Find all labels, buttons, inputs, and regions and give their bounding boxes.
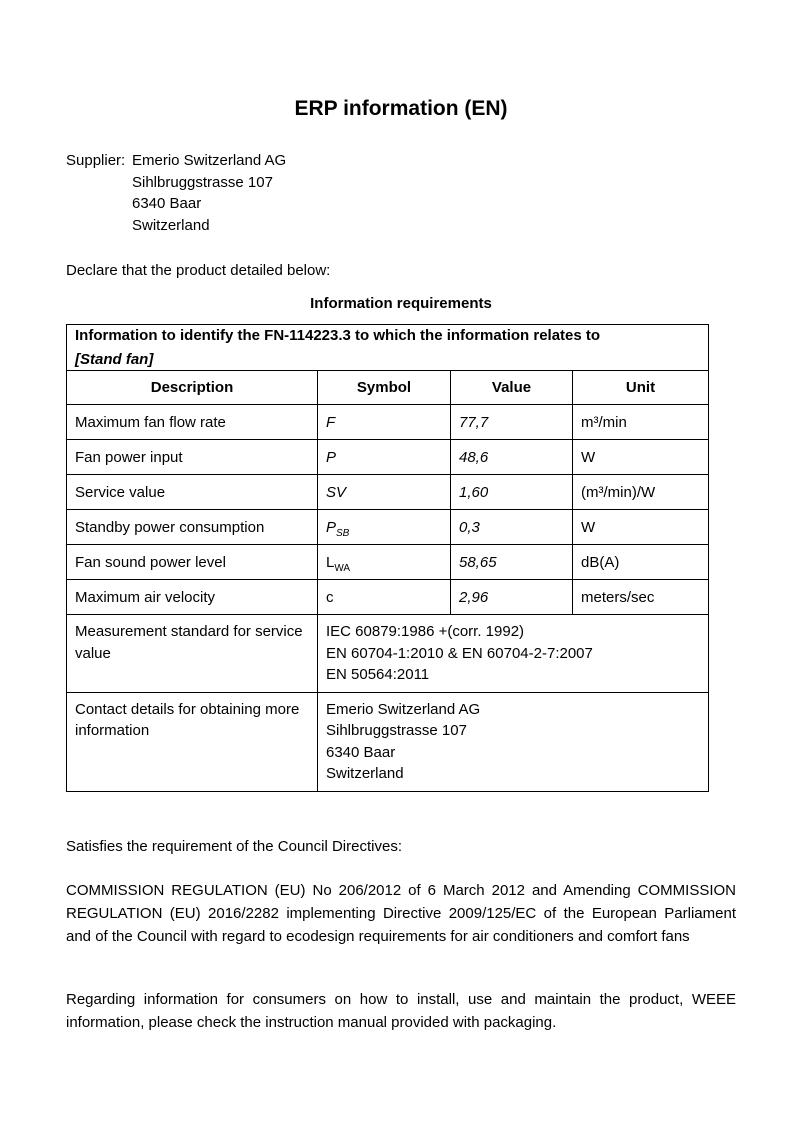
supplier-address [132, 150, 286, 236]
cell-unit: meters/sec [573, 580, 709, 615]
cell-description: Maximum fan flow rate [67, 405, 318, 440]
table-caption: Information requirements [310, 295, 492, 312]
cell-contact-details [318, 692, 709, 791]
standard-line: EN 50564:2011 [326, 666, 430, 683]
cell-description [67, 615, 318, 693]
table-header-title: Information to identify the FN-114223.3 to which the information relates to [75, 327, 601, 344]
page-title: ERP information (EN) [294, 97, 508, 120]
symbol-main: L [326, 553, 335, 571]
table-header-row [67, 325, 709, 371]
cell-description: Standby power consumption [67, 510, 318, 545]
cell-unit: W [573, 440, 709, 475]
supplier-address-line: Switzerland [132, 216, 210, 234]
table-row [67, 510, 709, 545]
cell-description: Maximum air velocity [67, 580, 318, 615]
table-row [67, 475, 709, 510]
satisfies-text: Satisfies the requirement of the Council Directives: [66, 837, 402, 855]
table-header-cell [67, 325, 709, 371]
table-row [67, 545, 709, 580]
standard-line: EN 60704-1:2010 & EN 60704-2-7:2007 [326, 644, 593, 662]
table-row-measurement-standard [67, 615, 709, 693]
regulation-paragraph: COMMISSION REGULATION (EU) No 206/2012 of 6 March 2012 and Amending COMMISSION REGULATION (EU) 2016/2282 implementing Directive 2009/125/EC of the European Parliament and of the Council with regard to ecodesign requirements for air conditioners and comfort fans [66, 881, 736, 945]
info-table [66, 324, 709, 792]
column-header-value: Value [451, 371, 573, 405]
symbol-main: SV [326, 483, 347, 501]
cell-value: 48,6 [451, 440, 573, 475]
cell-symbol [318, 440, 451, 475]
consumer-info-paragraph: Regarding information for consumers on how to install, use and maintain the product, WEEE information, please check the instruction manual provided with packaging. [66, 990, 736, 1031]
cell-description: Fan sound power level [67, 545, 318, 580]
supplier-address-line: 6340 Baar [132, 195, 202, 212]
contact-line: Sihlbruggstrasse 107 [326, 722, 467, 739]
supplier-address-line: Sihlbruggstrasse 107 [132, 173, 273, 191]
contact-line: 6340 Baar [326, 743, 396, 761]
column-header-row [67, 371, 709, 405]
column-header-symbol: Symbol [318, 371, 451, 405]
symbol-main: P [326, 518, 337, 536]
supplier-block [66, 150, 736, 236]
contact-details-label: Contact details for obtaining more information [75, 700, 300, 739]
symbol-subscript: WA [334, 562, 351, 574]
symbol-subscript: SB [336, 527, 350, 539]
column-header-description: Description [67, 371, 318, 405]
cell-value: 1,60 [451, 475, 573, 510]
contact-line: Emerio Switzerland AG [326, 700, 481, 718]
cell-value: 58,65 [451, 545, 573, 580]
symbol-main: F [326, 413, 336, 431]
cell-value: 77,7 [451, 405, 573, 440]
cell-unit: dB(A) [573, 545, 709, 580]
cell-symbol [318, 475, 451, 510]
cell-description: Service value [67, 475, 318, 510]
measurement-standard-label: Measurement standard for service value [75, 623, 303, 662]
table-row-contact-details [67, 692, 709, 791]
cell-unit: (m³/min)/W [573, 475, 709, 510]
column-header-unit: Unit [573, 371, 709, 405]
contact-line: Switzerland [326, 765, 404, 782]
symbol-main: c [326, 588, 334, 606]
cell-description [67, 692, 318, 791]
cell-unit: m³/min [573, 405, 709, 440]
table-row [67, 440, 709, 475]
table-row [67, 405, 709, 440]
supplier-label: Supplier: [66, 152, 126, 169]
cell-symbol [318, 545, 451, 580]
cell-value: 0,3 [451, 510, 573, 545]
cell-symbol [318, 580, 451, 615]
supplier-address-line: Emerio Switzerland AG [132, 152, 287, 169]
standard-line: IEC 60879:1986 +(corr. 1992) [326, 623, 525, 640]
declaration-text: Declare that the product detailed below: [66, 262, 331, 279]
cell-description: Fan power input [67, 440, 318, 475]
symbol-main: P [326, 448, 337, 466]
table-header-subtitle: [Stand fan] [75, 351, 154, 368]
cell-symbol [318, 405, 451, 440]
cell-symbol [318, 510, 451, 545]
table-row [67, 580, 709, 615]
cell-value: 2,96 [451, 580, 573, 615]
cell-measurement-standards [318, 615, 709, 693]
cell-unit: W [573, 510, 709, 545]
